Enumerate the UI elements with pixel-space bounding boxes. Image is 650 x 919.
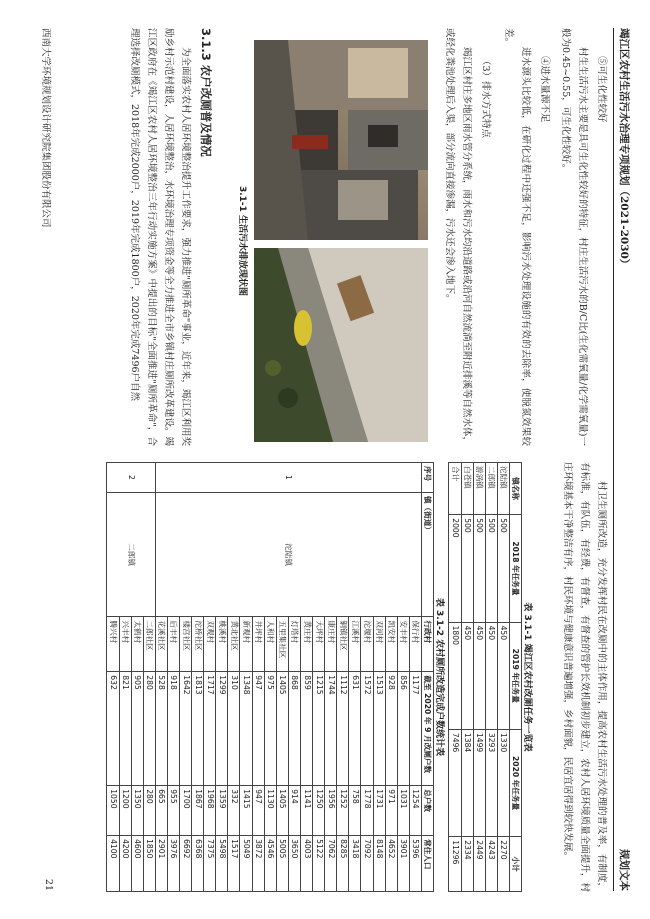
value-cell: 1867 [192, 786, 204, 836]
section-title: 3.1.3 农户改厕普及情况 [199, 28, 213, 157]
cell: 4243 [485, 837, 497, 892]
table-row [409, 463, 421, 892]
table-row [449, 463, 461, 892]
village-cell: 灯塔村 [288, 617, 300, 672]
value-cell: 1141 [300, 786, 312, 836]
table-header-row [509, 463, 521, 892]
value-cell: 1252 [337, 786, 349, 836]
village-cell: 安丰村 [397, 617, 409, 672]
village-cell: 后丰村 [167, 617, 179, 672]
header-rule [613, 28, 614, 891]
value-cell: 5049 [240, 836, 252, 892]
table-header-row [421, 463, 433, 892]
cell: 450 [473, 622, 485, 729]
value-cell: 6692 [180, 836, 192, 892]
value-cell: 8285 [337, 836, 349, 892]
village-cell: 铜镇社区 [337, 617, 349, 672]
value-cell: 1744 [325, 672, 337, 786]
village-cell: 双河村 [373, 617, 385, 672]
table-row [143, 463, 155, 892]
figure-caption: 3.1-1 生活污水排放现状图 [237, 185, 247, 297]
cell: 沱陆镇 [497, 463, 509, 515]
village-cell: 太鹤村 [131, 617, 143, 672]
value-cell: 1850 [143, 836, 155, 892]
value-cell: 1813 [192, 672, 204, 786]
value-cell: 3650 [288, 836, 300, 892]
village-cell: 花溪社区 [155, 617, 167, 672]
value-cell: 1642 [180, 672, 192, 786]
value-cell: 1050 [107, 786, 119, 836]
table-row [497, 463, 509, 892]
para-inflow-detail: 进水源头比较低，在研化过程中还强不足，影响污水处理设施的有效的去除率，使脱氮效果较差。 [503, 28, 531, 446]
value-cell: 280 [143, 672, 155, 786]
value-cell: 310 [228, 672, 240, 786]
village-cell: 井坪村 [252, 617, 264, 672]
para-toilet-revolution: 为全面落实农村人居环境整治提升工作要求，强力推进"厕所革命"事业，近年来，竭江区利用奖励乡村示范村建设，人居环境整治，水环境治理专项资金等全力推进全市乡镇村庄厕所改革建设。竭江区政府在《竭江区农村人居环境整治三年行动实施方案》中提出的目标"全面推进"厕所革命"，合理选择改厕模式，2018年完成2000户，2019年完成1800户，2020年完成7496户自然 [129, 28, 191, 447]
table-row [461, 463, 473, 892]
col-header: 总户数 [421, 786, 433, 836]
value-cell: 3418 [349, 836, 361, 892]
value-cell: 856 [397, 672, 409, 786]
col-header: 常住人口 [421, 836, 433, 892]
para-drainage-detail: 竭江区村庄多地区雨水管分系统，雨水和污水均沿道路或沿河自然流淌至附近排溪等自然水体，或经化粪池处理后入渠，部分流向直接渗漏，污水还会渗入地下。 [444, 28, 472, 447]
village-cell: 二郎社区 [143, 617, 155, 672]
group-town: 二郎镇 [107, 492, 155, 616]
col-header: 行政村 [421, 617, 433, 672]
value-cell: 332 [228, 786, 240, 836]
value-cell: 3901 [397, 836, 409, 892]
col-header: 2018 年任务量 [509, 515, 521, 622]
table-row [473, 463, 485, 892]
value-cell: 947 [252, 786, 264, 836]
value-cell: 3976 [167, 836, 179, 892]
value-cell: 1956 [325, 786, 337, 836]
value-cell: 1348 [240, 672, 252, 786]
value-cell: 905 [131, 672, 143, 786]
village-cell: 黄北社区 [228, 617, 240, 672]
value-cell: 4600 [131, 836, 143, 892]
value-cell: 280 [143, 786, 155, 836]
col-header: 镇名称 [509, 463, 521, 515]
value-cell: 665 [155, 786, 167, 836]
group-number: 1 [155, 463, 421, 493]
page-number: 21 [43, 878, 54, 891]
value-cell: 4100 [107, 836, 119, 892]
value-cell: 918 [167, 672, 179, 786]
value-cell: 5498 [216, 836, 228, 892]
photo-courtyard [254, 40, 428, 240]
col-header: 截至 2020 年 9 月改厕户数 [421, 672, 433, 786]
value-cell: 1517 [228, 836, 240, 892]
value-cell: 1350 [131, 786, 143, 836]
value-cell: 1359 [216, 786, 228, 836]
cell: 500 [497, 515, 509, 622]
value-cell: 1177 [409, 672, 421, 786]
village-cell: 兴丰村 [119, 617, 131, 672]
value-cell: 1415 [240, 786, 252, 836]
footer-company: 西南大学环境规划设计研究院集团股份有限公司 [40, 28, 51, 228]
value-cell: 7375 [204, 836, 216, 892]
value-cell: 1250 [313, 786, 325, 836]
value-cell: 1700 [180, 786, 192, 836]
task-table [448, 462, 522, 892]
cell: 合计 [449, 463, 461, 515]
village-cell: 新观村 [240, 617, 252, 672]
value-cell: 3872 [252, 836, 264, 892]
village-cell: 人和村 [264, 617, 276, 672]
cell: 11296 [449, 837, 461, 892]
value-cell: 5396 [409, 836, 421, 892]
para-drainage-heading: （3）排水方式特点 [480, 56, 491, 139]
value-cell: 859 [300, 672, 312, 786]
value-cell: 1031 [397, 786, 409, 836]
value-cell: 528 [155, 672, 167, 786]
cell: 500 [485, 515, 497, 622]
value-cell: 1968 [204, 786, 216, 836]
value-cell: 868 [288, 672, 300, 786]
value-cell: 7092 [361, 836, 373, 892]
cell: 7496 [449, 729, 461, 836]
cell: 500 [461, 515, 473, 622]
value-cell: 1572 [361, 672, 373, 786]
toilet-stats-table [106, 462, 434, 892]
value-cell: 1112 [337, 672, 349, 786]
para-insufficient-inflow: ④进水量源不足 [539, 56, 550, 123]
photo-drainage-ditch [254, 248, 428, 442]
village-cell: 江溪村 [349, 617, 361, 672]
value-cell: 1778 [361, 786, 373, 836]
value-cell: 1200 [119, 786, 131, 836]
value-cell: 955 [167, 786, 179, 836]
village-cell: 大坪村 [313, 617, 325, 672]
cell: 2449 [473, 837, 485, 892]
village-cell: 五里集社区 [276, 617, 288, 672]
para-bc-ratio: 村生生活污水主要是具可生化性较好的特征，村庄生活污水的B/C比(生化需氧量/化学需氧量)一般为0.45~0.55，可生化性较好。 [560, 28, 588, 446]
header-doc-type: 规划文本 [618, 849, 630, 891]
cell: 450 [485, 622, 497, 729]
value-cell: 5005 [276, 836, 288, 892]
village-cell: 黄庄村 [300, 617, 312, 672]
village-cell: 桃溪村 [216, 617, 228, 672]
col-header: 2020 年任务量 [509, 729, 521, 836]
value-cell: 914 [288, 786, 300, 836]
village-cell: 沱堰村 [361, 617, 373, 672]
value-cell: 971 [385, 786, 397, 836]
cell: 1499 [473, 729, 485, 836]
value-cell: 8148 [373, 836, 385, 892]
col-header: 2019 年任务量 [509, 622, 521, 729]
value-cell: 1254 [409, 786, 421, 836]
value-cell: 758 [349, 786, 361, 836]
value-cell: 7062 [325, 836, 337, 892]
value-cell: 975 [264, 672, 276, 786]
village-cell: 康庄村 [325, 617, 337, 672]
value-cell: 5122 [313, 836, 325, 892]
cell: 2334 [461, 837, 473, 892]
col-header: 小计 [509, 837, 521, 892]
cell: 2000 [449, 515, 461, 622]
village-cell: 凯安村 [385, 617, 397, 672]
value-cell: 1731 [373, 786, 385, 836]
cell: 白苍镇 [461, 463, 473, 515]
group-town: 沱陆镇 [155, 492, 421, 616]
value-cell: 632 [107, 672, 119, 786]
cell: 450 [497, 622, 509, 729]
cell: 3293 [485, 729, 497, 836]
header-title: 竭江区农村生活污水治理专项规划（2021-2030） [618, 28, 630, 270]
value-cell: 947 [252, 672, 264, 786]
value-cell: 1405 [276, 786, 288, 836]
value-cell: 1513 [373, 672, 385, 786]
value-cell: 928 [385, 672, 397, 786]
cell: 1330 [497, 729, 509, 836]
value-cell: 821 [119, 672, 131, 786]
village-cell: 腾兴村 [107, 617, 119, 672]
value-cell: 631 [349, 672, 361, 786]
para-management-system: 村卫生厕所改造，充分发挥村民在改厕中的主体作用，提高农村生活污水处理的普及率，有制度，有标准，有队伍，有经费，有督查，有督查的管护长效机制初步建立，农村人居环境质量全面提升，村庄环境基本干净整洁有序，村民环境与健康意识普遍增强，乡村面貌，民居宜居得到较快发展。 [562, 462, 607, 892]
value-cell: 1130 [264, 786, 276, 836]
value-cell: 1299 [216, 672, 228, 786]
cell: 450 [461, 622, 473, 729]
cell: 1800 [449, 622, 461, 729]
value-cell: 4546 [264, 836, 276, 892]
village-cell: 双观村 [204, 617, 216, 672]
cell: 游涡镇 [473, 463, 485, 515]
value-cell: 1717 [204, 672, 216, 786]
value-cell: 4200 [119, 836, 131, 892]
value-cell: 6368 [192, 836, 204, 892]
cell: 2270 [497, 837, 509, 892]
value-cell: 4652 [385, 836, 397, 892]
cell: 500 [473, 515, 485, 622]
cell: 二郎镇 [485, 463, 497, 515]
group-number: 2 [107, 463, 155, 493]
value-cell: 1215 [313, 672, 325, 786]
col-header: 序号 [421, 463, 433, 493]
table1-caption: 表 3.1-1 竭江区农村改厕任务一览表 [522, 602, 532, 752]
col-header: 镇（街道） [421, 492, 433, 616]
village-cell: 沱桥社区 [192, 617, 204, 672]
value-cell: 2901 [155, 836, 167, 892]
table-row [485, 463, 497, 892]
para-biodegradability: ⑤可生化性较好 [596, 56, 607, 123]
value-cell: 4003 [300, 836, 312, 892]
village-cell: 保行村 [409, 617, 421, 672]
value-cell: 1405 [276, 672, 288, 786]
cell: 1384 [461, 729, 473, 836]
village-cell: 楼宫社区 [180, 617, 192, 672]
table2-caption: 表 3.1-2 农村厕所改造完成户数统计表 [434, 597, 444, 757]
